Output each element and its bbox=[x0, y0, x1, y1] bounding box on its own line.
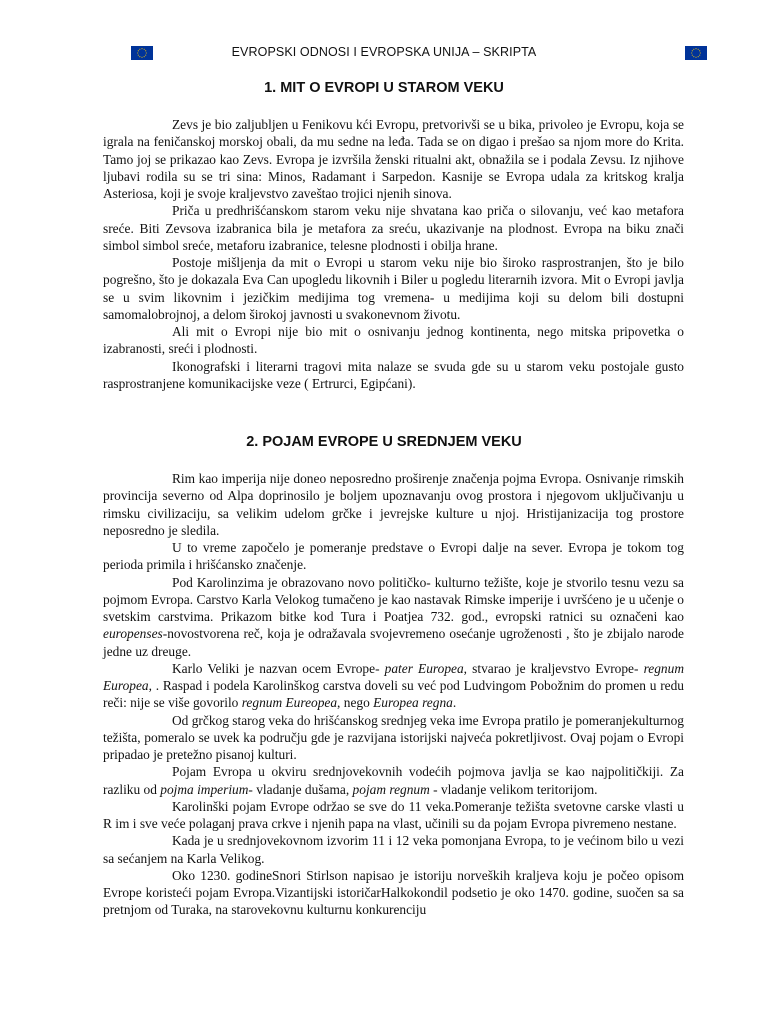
flag-star-icon bbox=[145, 55, 146, 56]
flag-star-icon bbox=[699, 50, 700, 51]
paragraph bbox=[103, 660, 684, 712]
flag-star-icon bbox=[692, 50, 693, 51]
text-run: Pod Karolinzima je obrazovano novo političko- kulturno težište, koje je stvorilo tesnu vezu sa pojmom Evropa. Carstvo Karla Velokog tumačeno je kao nastavak Rimske imperije i uvršćeno je u učenje o svetskim carstvima. Prikazom bitke kod Tura i Poatjea 732. god., evropski ratnici su označeni kao bbox=[103, 574, 684, 624]
latin-term: regnum Europea bbox=[103, 660, 684, 693]
text-run: , stvarao je kraljevstvo Evrope- bbox=[463, 660, 644, 676]
section-1-body bbox=[103, 116, 684, 392]
section-2-body bbox=[103, 470, 684, 919]
text-run: -novostvorena reč, koja je odražavala svojevremeno osećanje ugroženosti , što je zbijalo narode jedne uz dreuge. bbox=[103, 626, 684, 659]
document-header-title: EVROPSKI ODNOSI I EVROPSKA UNIJA – SKRIPTA bbox=[231, 45, 537, 59]
text-run: , . Raspad i podela Karolinškog carstva doveli su već pod Ludvingom Pobožnim do promen u redu reči: nije se više govorilo bbox=[103, 678, 684, 711]
flag-star-icon bbox=[698, 49, 699, 50]
flag-star-icon bbox=[695, 48, 696, 49]
text-run: - vladanje dušama, bbox=[248, 781, 353, 797]
flag-star-icon bbox=[144, 56, 145, 57]
text-run: - vladanje velikom teritorijom. bbox=[429, 781, 598, 797]
paragraph: Karolinški pojam Evrope održao se sve do 11 veka.Pomeranje težišta svetovne carske vlasti u R im i sve veće polaganj prava crkve i njenih papa na vlast, učinili su da pojam Evropa pivremeno nestane. bbox=[103, 798, 684, 831]
flag-star-icon bbox=[691, 52, 692, 53]
text-run: , nego bbox=[337, 695, 374, 711]
latin-term: europenses bbox=[103, 626, 163, 642]
flag-star-icon bbox=[146, 52, 147, 53]
paragraph: Ikonografski i literarni tragovi mita nalaze se svuda gde su u starom veku postojale gusto rasprostranjene komunikacijske veze ( Ertrurci, Egipćani). bbox=[103, 358, 684, 391]
flag-star-icon bbox=[695, 57, 696, 58]
paragraph bbox=[103, 763, 684, 798]
paragraph: Od grčkog starog veka do hrišćanskog srednjeg veka ime Evropa pratilo je pomeranjekulturnog težišta, pomeralo se uvek ka području gde je razvijana istorijski najveća pokretljivost. Ovaj pojam o Evropi pripadao je pretežno pisanoj kulturi. bbox=[103, 712, 684, 762]
paragraph: Ali mit o Evropi nije bio mit o osnivanju jednog kontinenta, nego mitska pripovetka o izabranosti, sreći i plodnosti. bbox=[103, 324, 684, 357]
paragraph bbox=[103, 574, 684, 660]
flag-star-icon bbox=[141, 48, 142, 49]
flag-star-icon bbox=[138, 50, 139, 51]
paragraph: Postoje mišljenja da mit o Evropi u starom veku nije bio široko rasprostranjen, što je bilo pogrešno, što je dokazala Eva Can upogledu likovnih i Biler u pogledu literarnih izvora. Mit o Evropi javlja se u svim likovnim i jezičkim medijima tog vremena- u medijima koji su delom bili dostupni samomalobrojnoj, a delom širokoj javnosti u svakonevnom životu. bbox=[103, 255, 684, 322]
text-run: Pojam Evropa u okviru srednjovekovnih vodećih pojmova javlja se kao najpolitičkiji. Za razliku od bbox=[103, 764, 684, 797]
flag-star-icon bbox=[692, 55, 693, 56]
flag-star-icon bbox=[141, 57, 142, 58]
section-2-heading: 2. POJAM EVROPE U SREDNJEM VEKU bbox=[246, 434, 522, 450]
section-1-heading: 1. MIT O EVROPI U STAROM VEKU bbox=[264, 80, 504, 96]
flag-star-icon bbox=[137, 52, 138, 53]
flag-star-icon bbox=[698, 56, 699, 57]
flag-star-icon bbox=[699, 55, 700, 56]
paragraph: Kada je u srednjovekovnom izvorim 11 i 12 veka pomonjana Evropa, to je većinom bilo u vezi sa sećanjem na Karla Velikog. bbox=[103, 833, 684, 866]
page-header bbox=[0, 44, 768, 62]
flag-star-icon bbox=[693, 56, 694, 57]
flag-star-icon bbox=[700, 52, 701, 53]
text-run: . bbox=[452, 695, 457, 711]
latin-term: pojma imperium bbox=[160, 781, 249, 797]
paragraph: U to vreme započelo je pomeranje predstave o Evropi dalje na sever. Evropa je tokom tog perioda primila i hrišćansko značenje. bbox=[103, 540, 684, 573]
eu-flag-icon bbox=[685, 46, 707, 60]
latin-term: Europea regna bbox=[373, 695, 453, 711]
flag-star-icon bbox=[139, 49, 140, 50]
paragraph: Zevs je bio zaljubljen u Fenikovu kći Evropu, pretvorivši se u bika, privoleo je Evropu, koja se igrala na feničanskoj morskoj obali, da mu sedne na leđa. Tada se on digao i prešao sa njom more do Krita. Tamo joj se prikazao kao Zevs. Evropa je izvršila ženski ritualni akt, obnažila se i podala Zevsu. Iz njihove ljubavi rodila su se tri sina: Minos, Radamant i Sarpedon. Kasnije se Evropa udala za kritskog kralja Asteriosa, koji je svoje kraljevstvo zaveštao trojici njenih sinova. bbox=[103, 117, 684, 201]
paragraph: Rim kao imperija nije doneo neposredno proširenje značenja pojma Evropa. Osnivanje rimskih provincija severno od Alpa doprinosilo je boljem upoznavanju ovog prostora i njegovom uključivanju u rimsku civilizaciju, sa velikim udelom grčke i jevrejske kulture u njoj. Hristijanizacija tog prostore neposredno je sledila. bbox=[103, 471, 684, 538]
flag-star-icon bbox=[144, 49, 145, 50]
paragraph: Priča u predhrišćanskom starom veku nije shvatana kao priča o silovanju, već kao metafora sreće. Biti Zevsova izabranica bila je metafora za sreću, ukazivanje na plodnost. Evropa na biku znači simbol simbol sreće, metaforu izabranice, telesne plodnosti i obilja hrane. bbox=[103, 203, 684, 253]
flag-star-icon bbox=[145, 50, 146, 51]
flag-star-icon bbox=[138, 55, 139, 56]
paragraph: Oko 1230. godineSnori Stirlson napisao je istoriju norveških kraljeva koju je počeo opisom Evrope koristeći pojam Evropa.Vizantijski istoričarHalkokondil podsetio je oko 1470. godine, suočen sa sa pretnjom od Turaka, na starovekovnu kulturnu konkurenciju bbox=[103, 867, 684, 918]
latin-term: pater Europea bbox=[384, 660, 464, 676]
latin-term: regnum Eureopea bbox=[241, 695, 338, 711]
eu-flag-icon bbox=[131, 46, 153, 60]
flag-star-icon bbox=[139, 56, 140, 57]
flag-star-icon bbox=[693, 49, 694, 50]
text-run: Karlo Veliki je nazvan ocem Evrope- bbox=[172, 660, 385, 676]
latin-term: pojam regnum bbox=[352, 781, 430, 797]
